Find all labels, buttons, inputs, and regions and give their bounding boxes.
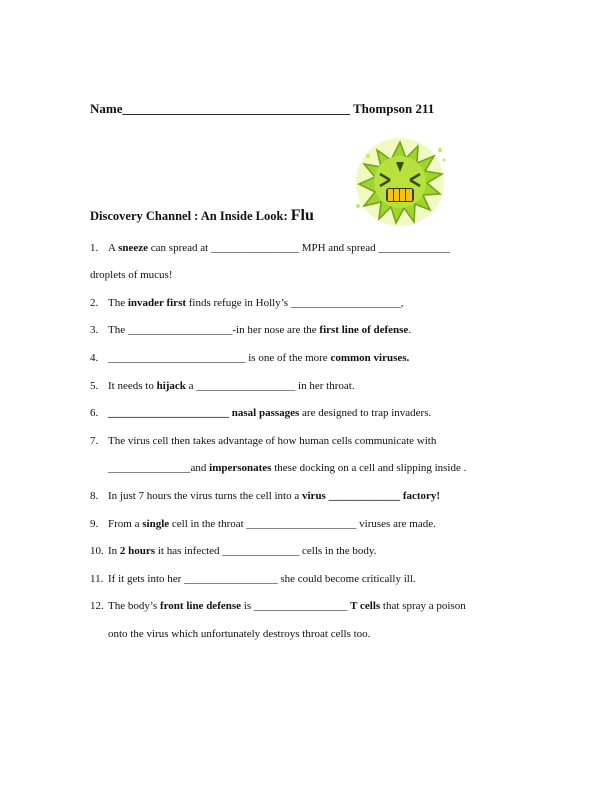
question-5 (90, 379, 355, 393)
question-11 (90, 572, 416, 586)
question-number: 11. (90, 573, 104, 585)
question-8 (90, 489, 440, 503)
class-label: Thompson 211 (353, 101, 435, 116)
q7-text: The virus cell then takes advantage of how human cells communicate with (108, 435, 437, 447)
name-blank[interactable]: ___________________________________ (122, 101, 350, 116)
q4-keyword: common viruses. (330, 352, 410, 364)
q3-text-end: . (408, 324, 412, 336)
q4-blank[interactable]: _________________________ is one of the more (108, 352, 331, 364)
question-6 (90, 406, 431, 420)
q6-blank[interactable]: ______________________ (108, 407, 232, 419)
worksheet-title (90, 207, 314, 225)
q12-blank[interactable]: is _________________ (241, 600, 351, 612)
question-number: 12. (90, 600, 104, 612)
q9-text-a: From a (108, 518, 143, 530)
question-7 (90, 434, 436, 448)
question-1 (90, 241, 450, 255)
question-number: 3. (90, 324, 99, 336)
q1-keyword-sneeze: sneeze (118, 242, 149, 254)
q10-blank[interactable]: it has infected ______________ cells in the body. (155, 545, 377, 557)
q2-keyword: invader first (127, 297, 187, 309)
q2-text-a: The (108, 297, 128, 309)
question-number: 9. (90, 518, 99, 530)
question-number: 1. (90, 242, 99, 254)
q3-blank[interactable]: The ___________________-in her nose are the (108, 324, 320, 336)
q7-keyword: impersonates (209, 462, 272, 474)
question-9 (90, 517, 436, 531)
title-topic: Flu (290, 207, 314, 224)
q7-blank[interactable]: _______________and (108, 462, 210, 474)
question-3 (90, 323, 411, 337)
q12-text-a: The body’s (108, 600, 160, 612)
q8-text-a: In just 7 hours the virus turns the cell into a (108, 490, 302, 502)
q10-keyword: 2 hours (119, 545, 156, 557)
question-number: 7. (90, 435, 99, 447)
question-4 (90, 351, 409, 365)
question-2 (90, 296, 404, 310)
question-number: 5. (90, 380, 99, 392)
question-number: 10. (90, 545, 104, 557)
question-number: 6. (90, 407, 99, 419)
q10-text-a: In (108, 545, 120, 557)
q2-blank[interactable]: finds refuge in Holly’s ____________________, (186, 297, 404, 309)
question-number: 8. (90, 490, 99, 502)
question-1-continuation: droplets of mucus! (90, 269, 173, 281)
question-7-continuation (108, 461, 466, 475)
q5-text-a: It needs to (108, 380, 157, 392)
q9-blank[interactable]: cell in the throat ____________________ viruses are made. (169, 518, 436, 530)
q6-keyword: nasal passages (231, 407, 300, 419)
q5-blank[interactable]: a __________________ in her throat. (185, 380, 355, 392)
question-12 (90, 599, 466, 613)
title-colon: : (283, 209, 288, 223)
q3-keyword: first line of defense (319, 324, 409, 336)
q1-blanks[interactable]: can spread at ________________ MPH and spread _____________ (148, 242, 450, 254)
question-number: 4. (90, 352, 99, 364)
q12-text-end: that spray a poison (380, 600, 466, 612)
q7-text-end: these docking on a cell and slipping inside . (271, 462, 467, 474)
title-main: Discovery Channel : An Inside Look (90, 209, 284, 223)
question-12-continuation: onto the virus which unfortunately destroys throat cells too. (108, 628, 371, 640)
q11-blank[interactable]: If it gets into her _________________ she could become critically ill. (108, 573, 416, 585)
flu-virus-icon (344, 128, 456, 232)
question-number: 2. (90, 297, 99, 309)
q8-blank-factory[interactable]: _____________ factory! (328, 490, 441, 502)
q12-keyword-tcells: T cells (350, 600, 381, 612)
q12-keyword: front line defense (159, 600, 242, 612)
q8-keyword-virus: virus (302, 490, 326, 502)
q1-text-a: A (108, 242, 119, 254)
question-10 (90, 544, 376, 558)
q6-text-end: are designed to trap invaders. (299, 407, 432, 419)
q5-keyword: hijack (156, 380, 186, 392)
name-header (90, 101, 434, 117)
q9-keyword: single (142, 518, 170, 530)
name-label: Name (90, 101, 123, 116)
